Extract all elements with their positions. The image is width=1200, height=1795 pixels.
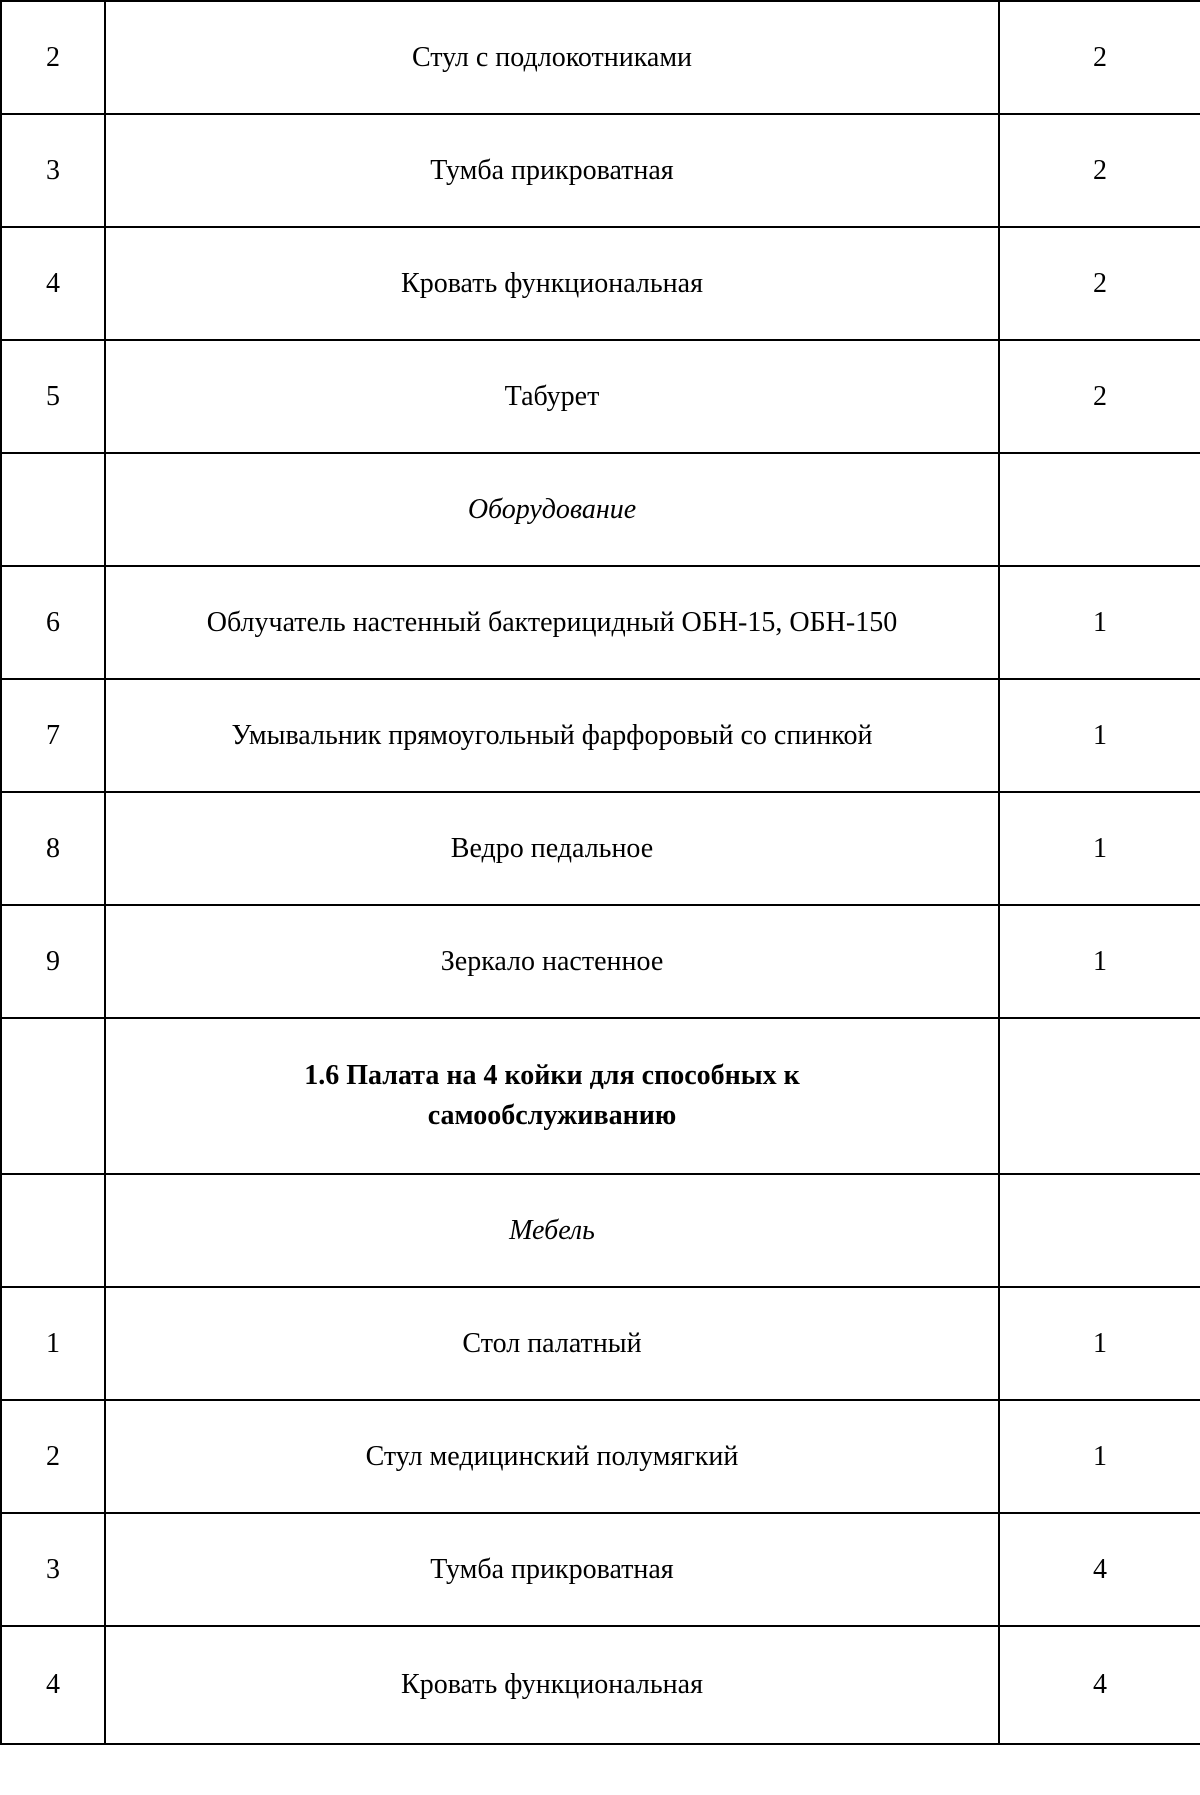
row-number: 7 <box>1 679 105 792</box>
item-quantity: 4 <box>999 1513 1200 1626</box>
item-name: Стул медицинский полумягкий <box>105 1400 999 1513</box>
item-quantity: 2 <box>999 227 1200 340</box>
item-quantity: 1 <box>999 679 1200 792</box>
item-quantity: 2 <box>999 340 1200 453</box>
item-name: Тумба прикроватная <box>105 114 999 227</box>
item-quantity: 1 <box>999 792 1200 905</box>
row-number: 2 <box>1 1400 105 1513</box>
table-row <box>1 792 1200 905</box>
row-number <box>1 1174 105 1287</box>
row-number: 3 <box>1 114 105 227</box>
section-heading-cell <box>105 1018 999 1174</box>
table-row <box>1 227 1200 340</box>
item-name: Облучатель настенный бактерицидный ОБН-15, ОБН-150 <box>105 566 999 679</box>
section-heading-row <box>1 1018 1200 1174</box>
item-quantity: 1 <box>999 905 1200 1018</box>
item-quantity: 2 <box>999 114 1200 227</box>
item-quantity: 1 <box>999 566 1200 679</box>
item-name: Стол палатный <box>105 1287 999 1400</box>
table-row <box>1 679 1200 792</box>
table-row <box>1 1400 1200 1513</box>
section-subheading-row <box>1 453 1200 566</box>
row-number: 2 <box>1 1 105 114</box>
table-row <box>1 1287 1200 1400</box>
item-quantity <box>999 1018 1200 1174</box>
row-number: 6 <box>1 566 105 679</box>
row-number: 9 <box>1 905 105 1018</box>
row-number: 4 <box>1 1626 105 1744</box>
table-row <box>1 905 1200 1018</box>
item-name: Стул с подлокотниками <box>105 1 999 114</box>
table-row <box>1 566 1200 679</box>
item-name: Зеркало настенное <box>105 905 999 1018</box>
item-quantity: 2 <box>999 1 1200 114</box>
item-name: Табурет <box>105 340 999 453</box>
item-quantity <box>999 1174 1200 1287</box>
row-number: 5 <box>1 340 105 453</box>
table-row <box>1 1 1200 114</box>
row-number: 3 <box>1 1513 105 1626</box>
item-name: Кровать функциональная <box>105 227 999 340</box>
item-quantity: 4 <box>999 1626 1200 1744</box>
table-row <box>1 1626 1200 1744</box>
item-name: Тумба прикроватная <box>105 1513 999 1626</box>
table-row <box>1 1513 1200 1626</box>
item-quantity: 1 <box>999 1287 1200 1400</box>
row-number <box>1 453 105 566</box>
row-number: 8 <box>1 792 105 905</box>
table-row <box>1 340 1200 453</box>
row-number: 4 <box>1 227 105 340</box>
table-row <box>1 114 1200 227</box>
section-subheading-row <box>1 1174 1200 1287</box>
item-quantity <box>999 453 1200 566</box>
row-number <box>1 1018 105 1174</box>
section-heading: 1.6 Палата на 4 койки для способных к самообслуживанию <box>304 1060 800 1131</box>
item-name: Умывальник прямоугольный фарфоровый со спинкой <box>105 679 999 792</box>
subsection-equipment-label: Оборудование <box>105 453 999 566</box>
item-quantity: 1 <box>999 1400 1200 1513</box>
row-number: 1 <box>1 1287 105 1400</box>
item-name: Кровать функциональная <box>105 1626 999 1744</box>
subsection-furniture-label: Мебель <box>105 1174 999 1287</box>
item-name: Ведро педальное <box>105 792 999 905</box>
